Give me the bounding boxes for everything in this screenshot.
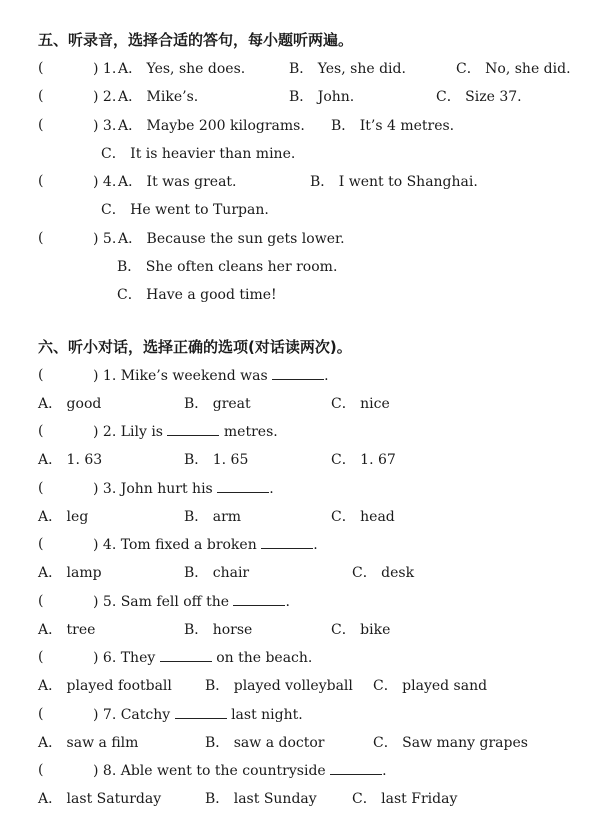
question-tail: . xyxy=(285,594,290,610)
option-b: B． last Sunday xyxy=(205,791,317,807)
answer-paren: ( xyxy=(38,60,44,76)
option-b: B． great xyxy=(184,396,251,412)
option-c: C． desk xyxy=(352,565,415,581)
option-c: C． bike xyxy=(331,622,391,638)
option-b: B． I went to Shanghai. xyxy=(310,174,478,190)
answer-paren: ( xyxy=(38,480,44,496)
answer-blank xyxy=(175,706,227,719)
question-tail: . xyxy=(382,763,387,779)
option-c: C． Saw many grapes xyxy=(373,735,528,751)
option-c: C． No, she did. xyxy=(456,61,571,77)
question-stem: ) 3. John hurt his xyxy=(93,481,213,497)
option-b: B． It’s 4 metres. xyxy=(331,118,455,134)
question-text xyxy=(93,536,318,554)
option-b: B． 1. 65 xyxy=(184,452,249,468)
answer-paren: ( xyxy=(38,593,44,609)
answer-blank xyxy=(272,367,324,380)
question-stem: ) 2. Lily is xyxy=(93,424,163,440)
answer-paren: ( xyxy=(38,762,44,778)
option-a: A． tree xyxy=(38,622,96,638)
question-tail: on the beach. xyxy=(216,650,313,666)
option-a: A． Mike’s. xyxy=(118,89,199,105)
question-stem: ) 4. Tom fixed a broken xyxy=(93,537,257,553)
option-c: C． last Friday xyxy=(352,791,458,807)
question-text xyxy=(93,593,290,611)
option-c: C． head xyxy=(331,509,395,525)
question-text xyxy=(93,367,329,385)
option-b: B． Yes, she did. xyxy=(289,61,406,77)
answer-paren: ( xyxy=(38,117,44,133)
option-c: C． Size 37. xyxy=(436,89,522,105)
question-text xyxy=(93,480,274,498)
question-tail: last night. xyxy=(231,707,303,723)
question-number: ) 2. xyxy=(93,89,117,105)
question-stem: ) 1. Mike’s weekend was xyxy=(93,368,268,384)
option-c: C． nice xyxy=(331,396,390,412)
answer-blank xyxy=(217,480,269,493)
question-text xyxy=(93,423,278,441)
question-text xyxy=(93,706,303,724)
option-c: C． It is heavier than mine. xyxy=(101,146,296,162)
option-a: A． 1. 63 xyxy=(38,452,103,468)
question-number: ) 5. xyxy=(93,231,117,247)
question-text xyxy=(93,649,312,667)
question-number: ) 1. xyxy=(93,61,117,77)
question-stem: ) 5. Sam fell off the xyxy=(93,594,230,610)
option-b: B． horse xyxy=(184,622,253,638)
option-b: B． arm xyxy=(184,509,242,525)
option-c: C． He went to Turpan. xyxy=(101,202,269,218)
question-stem: ) 7. Catchy xyxy=(93,707,171,723)
section-6-title: 六、听小对话，选择正确的选项(对话读两次)。 xyxy=(38,338,352,356)
answer-paren: ( xyxy=(38,536,44,552)
question-tail: . xyxy=(313,537,318,553)
question-stem: ) 8. Able went to the countryside xyxy=(93,763,326,779)
option-a: A． last Saturday xyxy=(38,791,162,807)
question-tail: metres. xyxy=(223,424,278,440)
option-b: B． She often cleans her room. xyxy=(117,259,338,275)
option-c: C． Have a good time! xyxy=(117,287,277,303)
answer-paren: ( xyxy=(38,423,44,439)
option-b: B． chair xyxy=(184,565,250,581)
answer-blank xyxy=(261,536,313,549)
option-a: A． saw a film xyxy=(38,735,139,751)
question-tail: . xyxy=(324,368,329,384)
answer-blank xyxy=(160,649,212,662)
answer-blank xyxy=(233,593,285,606)
option-a: A． played football xyxy=(38,678,172,694)
question-stem: ) 6. They xyxy=(93,650,156,666)
answer-paren: ( xyxy=(38,367,44,383)
option-b: B． played volleyball xyxy=(205,678,353,694)
answer-paren: ( xyxy=(38,706,44,722)
answer-paren: ( xyxy=(38,173,44,189)
option-a: A． lamp xyxy=(38,565,102,581)
section-5-title: 五、听录音，选择合适的答句，每小题听两遍。 xyxy=(38,31,354,49)
question-tail: . xyxy=(269,481,274,497)
option-a: A． It was great. xyxy=(118,174,237,190)
option-a: A． good xyxy=(38,396,102,412)
option-c: C． 1. 67 xyxy=(331,452,396,468)
answer-paren: ( xyxy=(38,88,44,104)
answer-paren: ( xyxy=(38,649,44,665)
option-a: A． leg xyxy=(38,509,89,525)
question-text xyxy=(93,762,387,780)
question-number: ) 4. xyxy=(93,174,117,190)
option-a: A． Because the sun gets lower. xyxy=(118,231,345,247)
answer-blank xyxy=(167,423,219,436)
option-a: A． Yes, she does. xyxy=(118,61,246,77)
option-b: B． John. xyxy=(289,89,355,105)
option-b: B． saw a doctor xyxy=(205,735,325,751)
option-c: C． played sand xyxy=(373,678,488,694)
option-a: A． Maybe 200 kilograms. xyxy=(118,118,305,134)
answer-blank xyxy=(330,762,382,775)
question-number: ) 3. xyxy=(93,118,117,134)
answer-paren: ( xyxy=(38,230,44,246)
